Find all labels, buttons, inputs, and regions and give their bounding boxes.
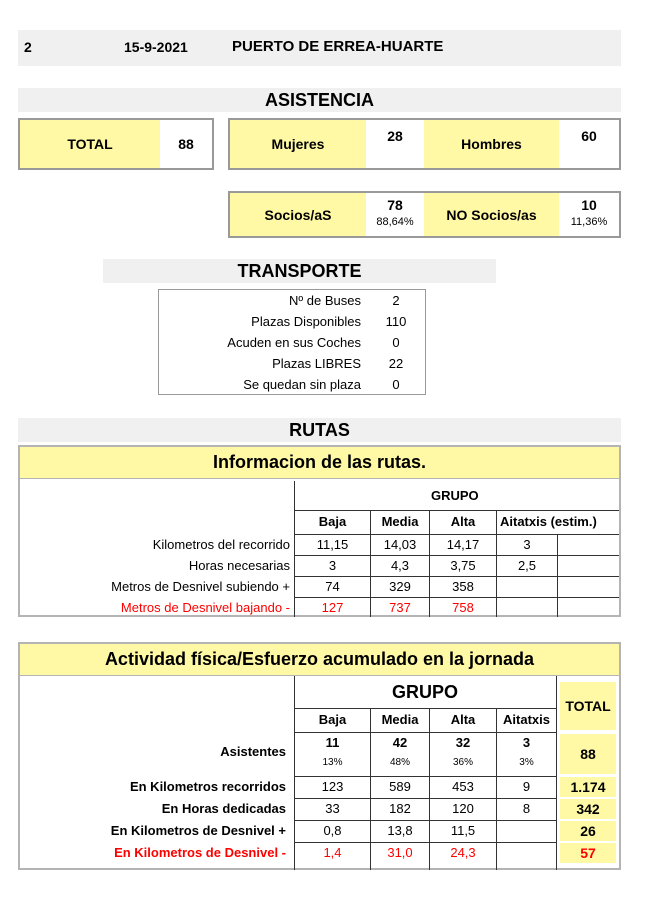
transporte-row — [159, 332, 425, 353]
asistentes-cell: 32 — [455, 735, 471, 750]
esfuerzo-cell: 589 — [389, 779, 411, 794]
transporte-value: 110 — [385, 314, 407, 329]
esfuerzo-title: Actividad física/Esfuerzo acumulado en la jornada — [20, 644, 619, 676]
total-label: TOTAL — [20, 120, 160, 168]
esfuerzo-total-header: TOTAL — [560, 682, 616, 730]
page-number: 2 — [24, 39, 32, 55]
col-header: Baja — [318, 712, 347, 727]
nosocios-label: NO Socios/as — [424, 193, 559, 236]
esfuerzo-cell: 453 — [452, 779, 474, 794]
asistentes-cell: 3 — [522, 735, 531, 750]
esfuerzo-cell: 123 — [321, 779, 344, 794]
transporte-row — [159, 290, 425, 311]
transporte-label: Nº de Buses — [289, 293, 361, 308]
esfuerzo-cell: 33 — [325, 801, 340, 816]
rutas-cell: 3 — [523, 537, 531, 552]
genero-box — [228, 118, 621, 170]
socios-pct: 88,64% — [376, 216, 414, 228]
total-box — [18, 118, 214, 170]
rutas-cell: 3,75 — [450, 558, 476, 573]
route-title: PUERTO DE ERREA-HUARTE — [232, 38, 444, 55]
col-header: Aitatxis (estim.) — [500, 514, 597, 529]
asistentes-cell: 42 — [392, 735, 408, 750]
rutas-cell: 737 — [389, 600, 411, 615]
asistencia-title: ASISTENCIA — [18, 88, 621, 112]
asistentes-pct: 3% — [519, 757, 534, 768]
col-header: Alta — [450, 514, 476, 529]
esfuerzo-cell: 11,5 — [450, 823, 476, 838]
socios-value: 78 — [387, 197, 403, 213]
rutas-title: RUTAS — [18, 418, 621, 442]
asistentes-pct: 36% — [452, 757, 473, 768]
esfuerzo-cell: 120 — [452, 801, 474, 816]
rutas-cell: 127 — [321, 600, 344, 615]
rutas-row-label: Metros de Desnivel bajando - — [120, 600, 290, 615]
esfuerzo-cell: 1,4 — [323, 845, 342, 860]
rutas-row-label: Kilometros del recorrido — [152, 537, 290, 552]
nosocios-value: 10 — [581, 197, 597, 213]
rutas-cell: 11,15 — [316, 537, 349, 552]
esfuerzo-table — [18, 642, 621, 870]
rutas-cell: 4,3 — [390, 558, 410, 573]
asistentes-pct: 48% — [389, 757, 410, 768]
transporte-row — [159, 311, 425, 332]
total-value: 88 — [178, 136, 194, 152]
header-bar — [18, 30, 621, 66]
socios-box — [228, 191, 621, 238]
esfuerzo-total: 342 — [560, 799, 616, 819]
col-header: Media — [381, 514, 419, 529]
asistentes-cell: 11 — [325, 735, 340, 750]
transporte-value: 2 — [392, 293, 400, 308]
esfuerzo-row-label: En Kilometros recorridos — [129, 779, 286, 794]
rutas-grupo-label: GRUPO — [431, 488, 479, 503]
rutas-cell: 358 — [452, 579, 474, 594]
esfuerzo-total: 26 — [560, 821, 616, 841]
transporte-label: Acuden en sus Coches — [227, 335, 361, 350]
transporte-row — [159, 353, 425, 374]
col-header: Media — [381, 712, 419, 727]
col-header: Baja — [318, 514, 347, 529]
rutas-cell: 329 — [389, 579, 411, 594]
esfuerzo-total: 1.174 — [560, 777, 616, 797]
transporte-row — [159, 374, 425, 395]
transporte-title: TRANSPORTE — [103, 259, 496, 283]
mujeres-label: Mujeres — [230, 120, 366, 168]
esfuerzo-row-label: En Kilometros de Desnivel + — [110, 823, 286, 838]
transporte-table — [158, 289, 426, 395]
asistentes-pct: 13% — [322, 757, 343, 768]
esfuerzo-cell: 9 — [522, 779, 531, 794]
rutas-cell: 758 — [452, 600, 474, 615]
date: 15-9-2021 — [124, 39, 188, 55]
esfuerzo-cell: 13,8 — [387, 823, 413, 838]
rutas-row-label: Horas necesarias — [188, 558, 290, 573]
hombres-label: Hombres — [424, 120, 559, 168]
transporte-label: Se quedan sin plaza — [243, 377, 361, 392]
transporte-value: 0 — [392, 335, 400, 350]
esfuerzo-cell: 0,8 — [323, 823, 342, 838]
esfuerzo-row-label: En Horas dedicadas — [161, 801, 286, 816]
hombres-value: 60 — [581, 128, 597, 144]
socios-label: Socios/aS — [230, 193, 366, 236]
esfuerzo-row-label: En Kilometros de Desnivel - — [114, 845, 286, 860]
rutas-info-title: Informacion de las rutas. — [20, 447, 619, 479]
rutas-cell: 14,17 — [446, 537, 480, 552]
rutas-cell: 14,03 — [383, 537, 417, 552]
esfuerzo-cell: 8 — [522, 801, 531, 816]
transporte-value: 0 — [392, 377, 400, 392]
asistentes-label: Asistentes — [220, 744, 286, 759]
col-header: Aitatxis — [503, 712, 550, 727]
transporte-value: 22 — [388, 356, 404, 371]
rutas-row-label: Metros de Desnivel subiendo + — [111, 579, 290, 594]
rutas-cell: 3 — [328, 558, 337, 573]
rutas-table — [18, 445, 621, 617]
esfuerzo-cell: 182 — [389, 801, 411, 816]
nosocios-pct: 11,36% — [570, 216, 608, 228]
esfuerzo-total: 57 — [560, 843, 616, 863]
mujeres-value: 28 — [387, 128, 403, 144]
rutas-cell: 74 — [325, 579, 340, 594]
esfuerzo-cell: 31,0 — [387, 845, 413, 860]
transporte-label: Plazas Disponibles — [251, 314, 361, 329]
asistentes-total: 88 — [560, 734, 616, 774]
col-header: Alta — [450, 712, 476, 727]
esfuerzo-grupo-label: GRUPO — [392, 682, 459, 702]
rutas-cell: 2,5 — [517, 558, 537, 573]
esfuerzo-cell: 24,3 — [450, 845, 476, 860]
transporte-label: Plazas LIBRES — [272, 356, 361, 371]
